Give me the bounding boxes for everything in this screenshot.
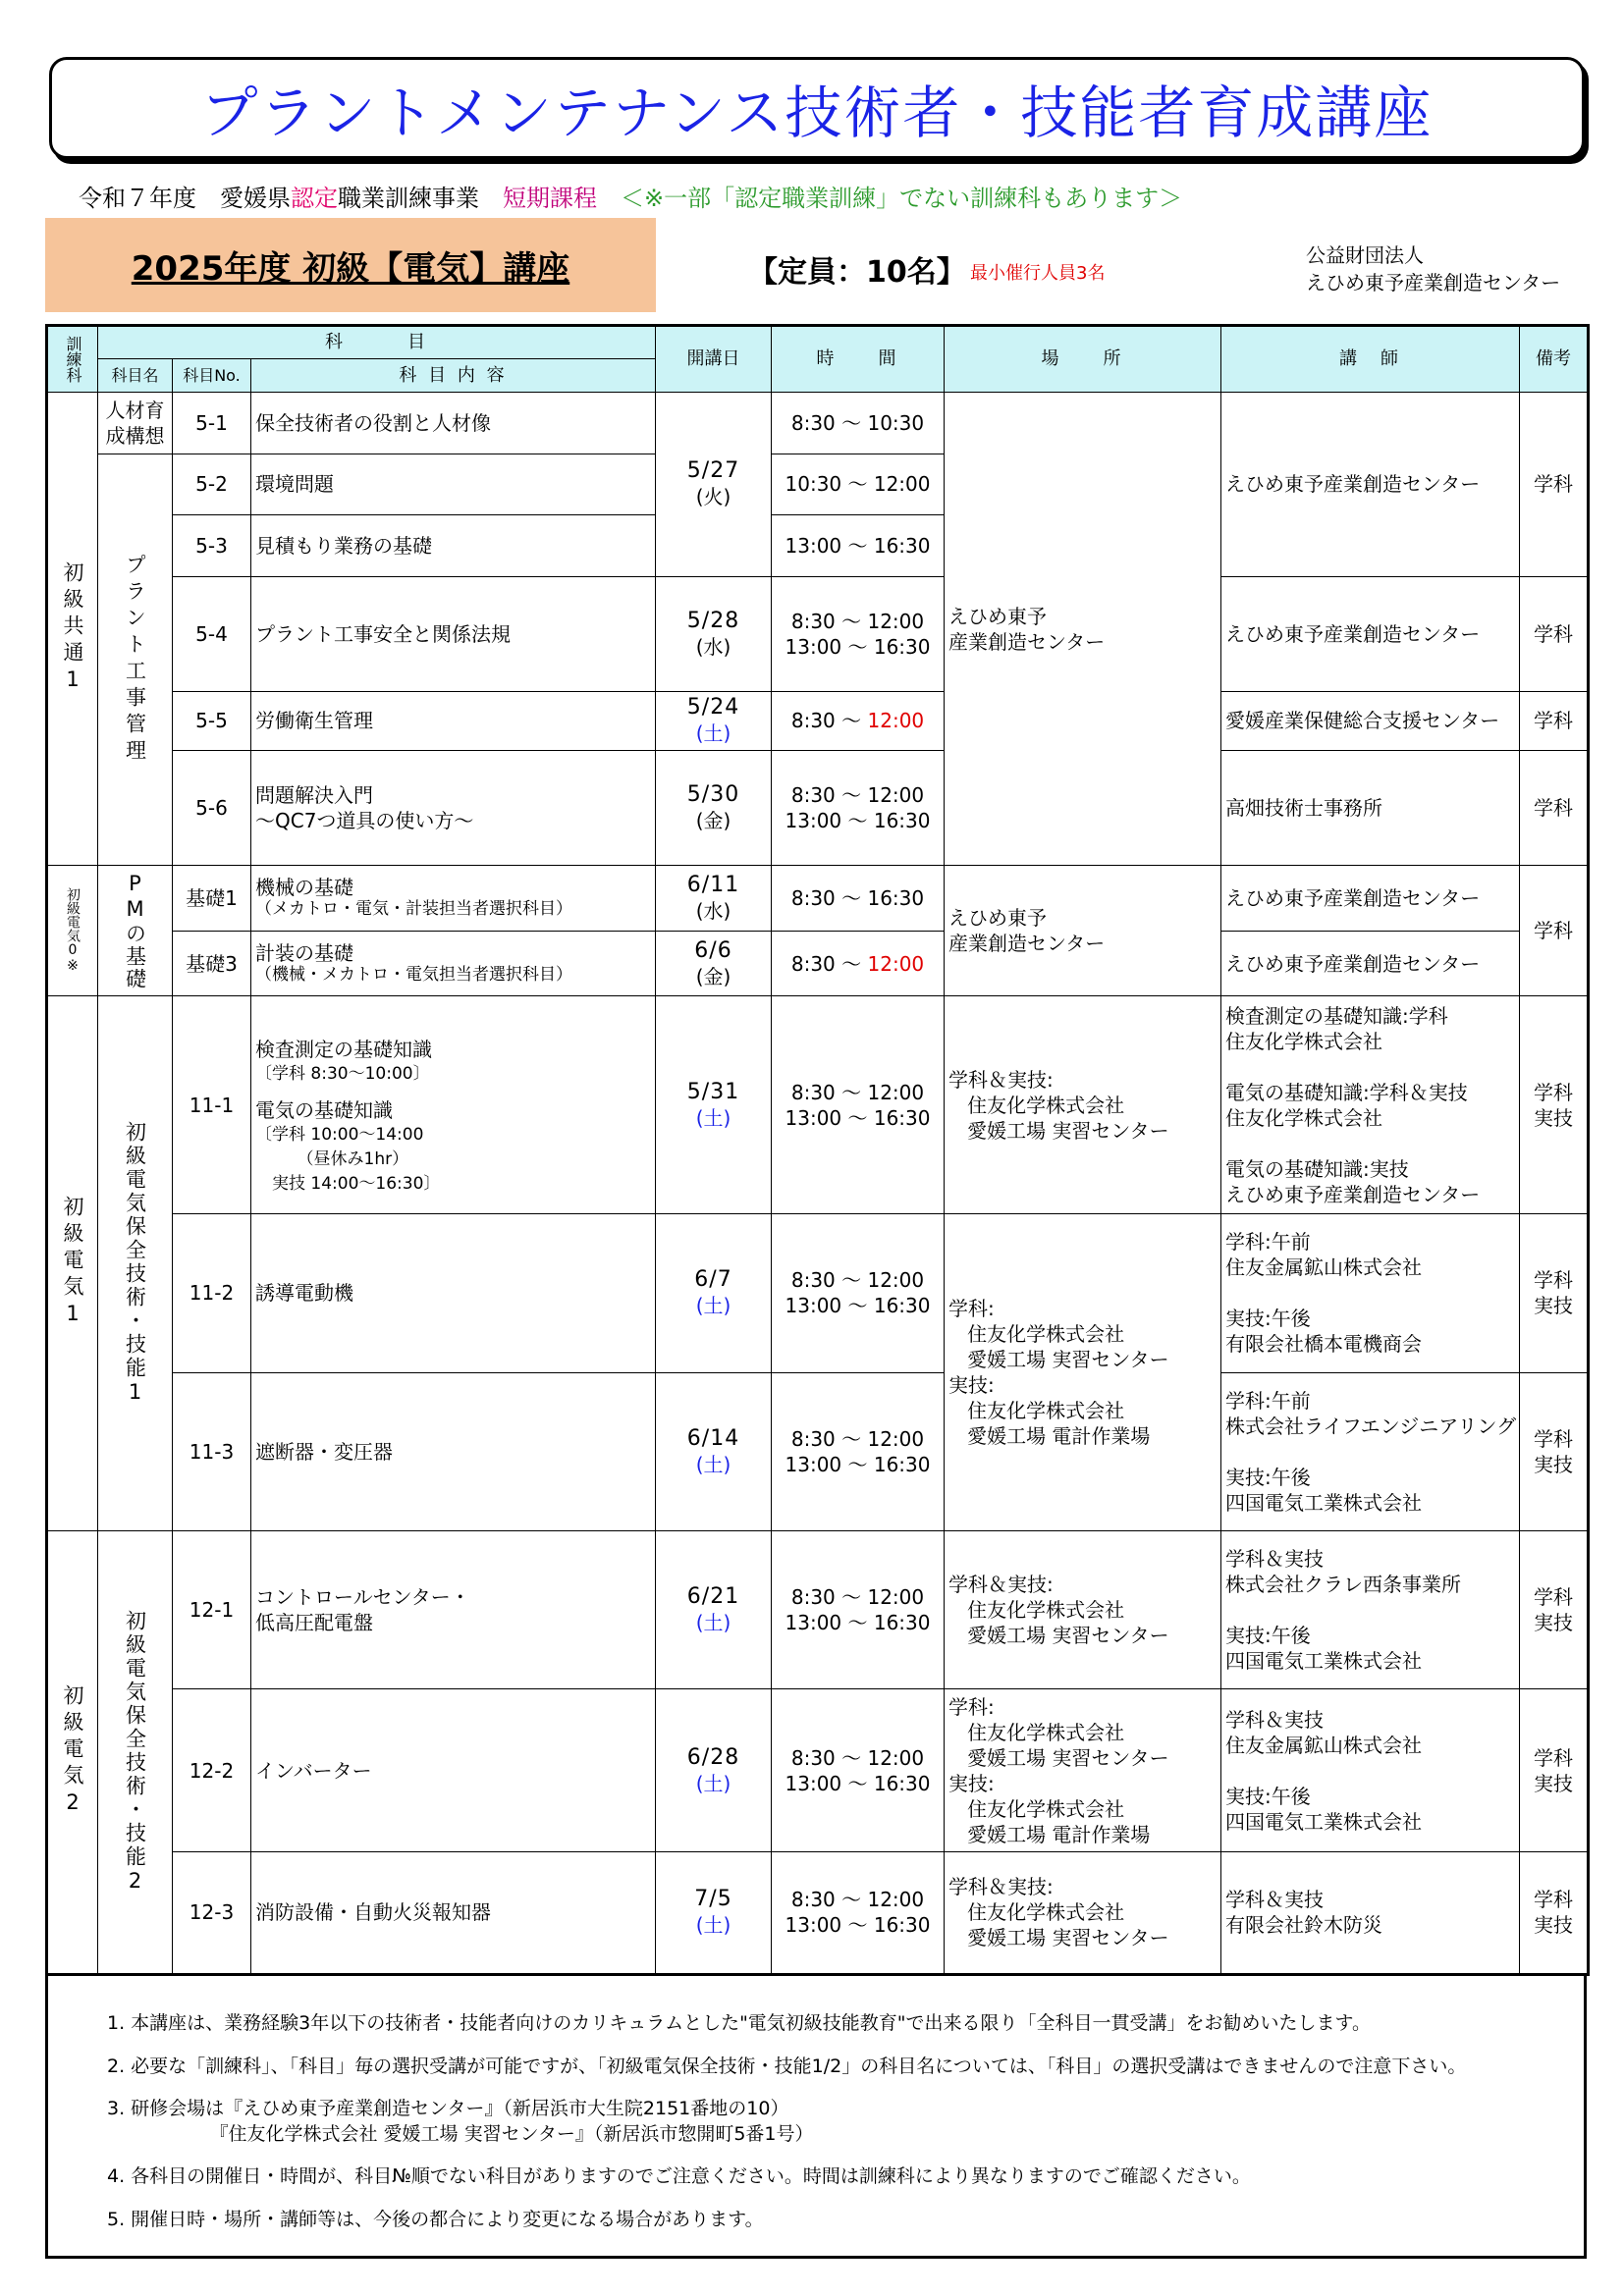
subject-name: プラント工事管理 <box>98 454 173 866</box>
subject-no: 5-6 <box>173 751 251 866</box>
date-cell: 6/7 (土) <box>656 1214 772 1372</box>
remark-cell: 学科 <box>1520 393 1589 577</box>
note-5: 5. 開催日時・場所・講師等は、今後の都合により変更になる場合があります。 <box>107 2209 764 2230</box>
organizer-line2: えひめ東予産業創造センター <box>1306 271 1561 294</box>
subject-content: 計装の基礎 （機械・メカトロ・電気担当者選択科目） <box>251 931 656 996</box>
date-cell: 5/24 (土) <box>656 691 772 751</box>
title-banner <box>49 57 1585 159</box>
place-cell: 学科: 住友化学株式会社 愛媛工場 実習センター 実技: 住友化学株式会社 愛媛工場 電計作業場 <box>945 1689 1221 1851</box>
header-basho: 場 所 <box>945 326 1221 393</box>
subject-name: 初級電気保全技術・技能2 <box>98 1531 173 1975</box>
instructor-cell: えひめ東予産業創造センター <box>1221 393 1520 577</box>
place-cell: えひめ東予 産業創造センター <box>945 393 1221 866</box>
remark-cell: 学科 実技 <box>1520 1531 1589 1689</box>
subject-no: 11-2 <box>173 1214 251 1372</box>
capacity-label: 【定員：10名】 <box>748 255 966 290</box>
subject-content: インバーター <box>251 1689 656 1851</box>
place-cell: 学科＆実技: 住友化学株式会社 愛媛工場 実習センター <box>945 1851 1221 1974</box>
header-kamoku: 科 目 <box>98 326 656 359</box>
date-cell: 6/21 (土) <box>656 1531 772 1689</box>
date-cell: 5/27 (火) <box>656 393 772 577</box>
subject-no: 11-1 <box>173 996 251 1214</box>
instructor-cell: えひめ東予産業創造センター <box>1221 931 1520 996</box>
header-kamokumei: 科目名 <box>98 359 173 393</box>
subject-content: プラント工事安全と関係法規 <box>251 576 656 691</box>
subject-content: 消防設備・自動火災報知器 <box>251 1851 656 1974</box>
place-cell: 学科＆実技: 住友化学株式会社 愛媛工場 実習センター <box>945 996 1221 1214</box>
instructor-cell: 高畑技術士事務所 <box>1221 751 1520 866</box>
date-cell: 5/28 (水) <box>656 576 772 691</box>
table-row <box>47 691 1589 751</box>
date-cell: 6/14 (土) <box>656 1372 772 1530</box>
table-row <box>47 996 1589 1214</box>
organizer <box>1306 241 1560 296</box>
instructor-cell: 学科＆実技 有限会社鈴木防災 <box>1221 1851 1520 1974</box>
subject-content: 機械の基礎 （メカトロ・電気・計装担当者選択科目） <box>251 866 656 932</box>
header-koushi: 講 師 <box>1221 326 1520 393</box>
remark-cell: 学科 実技 <box>1520 996 1589 1214</box>
remark-cell: 学科 実技 <box>1520 1372 1589 1530</box>
subline-jigyou: 職業訓練事業 <box>338 185 503 212</box>
remark-cell: 学科 実技 <box>1520 1689 1589 1851</box>
subject-no: 5-2 <box>173 454 251 515</box>
time-cell: 8:30 〜 12:00 13:00 〜 16:30 <box>772 1689 945 1851</box>
notes-section <box>45 1976 1587 2259</box>
subject-no: 5-3 <box>173 515 251 577</box>
course-title: 2025年度 初級【電気】講座 <box>131 248 570 289</box>
time-cell: 8:30 〜 16:30 <box>772 866 945 932</box>
course-title-box <box>45 218 656 312</box>
time-cell: 8:30 〜 12:00 13:00 〜 16:30 <box>772 576 945 691</box>
place-cell: 学科＆実技: 住友化学株式会社 愛媛工場 実習センター <box>945 1531 1221 1689</box>
time-cell: 8:30 〜 12:00 <box>772 931 945 996</box>
subject-content: 誘導電動機 <box>251 1214 656 1372</box>
subject-no: 12-2 <box>173 1689 251 1851</box>
instructor-cell: 学科:午前 住友金属鉱山株式会社 実技:午後 有限会社橋本電機商会 <box>1221 1214 1520 1372</box>
date-cell: 6/28 (土) <box>656 1689 772 1851</box>
subject-no: 5-4 <box>173 576 251 691</box>
header-kamokuno: 科目No. <box>173 359 251 393</box>
header-bikou: 備考 <box>1520 326 1589 393</box>
time-cell: 8:30 〜 12:00 13:00 〜 16:30 <box>772 751 945 866</box>
instructor-cell: 検査測定の基礎知識:学科 住友化学株式会社 電気の基礎知識:学科＆実技 住友化学株式会社 電気の基礎知識:実技 えひめ東予産業創造センター <box>1221 996 1520 1214</box>
table-row <box>47 1689 1589 1851</box>
organizer-line1: 公益財団法人 <box>1306 243 1424 267</box>
page-title: プラントメンテナンス技術者・技能者育成講座 <box>200 80 1434 146</box>
note-4: 4. 各科目の開催日・時間が、科目№順でない科目がありますのでご注意ください。時間は訓練科により異なりますのでご確認ください。 <box>107 2165 1251 2187</box>
min-participants-note: 最小催行人員3名 <box>970 263 1106 284</box>
header-naiyou: 科 目 内 容 <box>251 359 656 393</box>
remark-cell: 学科 <box>1520 576 1589 691</box>
table-row <box>47 1214 1589 1372</box>
time-cell: 8:30 〜 10:30 <box>772 393 945 454</box>
table-row <box>47 1531 1589 1689</box>
subject-content: 保全技術者の役割と人材像 <box>251 393 656 454</box>
time-cell: 8:30 〜 12:00 13:00 〜 16:30 <box>772 1214 945 1372</box>
subject-content: 環境問題 <box>251 454 656 515</box>
table-row <box>47 1851 1589 1974</box>
time-cell: 8:30 〜 12:00 13:00 〜 16:30 <box>772 1531 945 1689</box>
table-row <box>47 751 1589 866</box>
remark-cell: 学科 <box>1520 691 1589 751</box>
group-label: 初級電気0※ <box>47 866 98 996</box>
subline-year: 令和７年度 愛媛県 <box>79 185 291 212</box>
note-1: 1. 本講座は、業務経験3年以下の技術者・技能者向けのカリキュラムとした"電気初級技能教育"で出来る限り「全科目一貫受講」をお勧めいたします。 <box>107 2012 1372 2034</box>
group-label: 初級電気1 <box>47 996 98 1531</box>
header-jikan: 時 間 <box>772 326 945 393</box>
place-cell: えひめ東予 産業創造センター <box>945 866 1221 996</box>
date-cell: 5/31 (土) <box>656 996 772 1214</box>
subject-no: 基礎3 <box>173 931 251 996</box>
subject-name: 初級電気保全技術・技能1 <box>98 996 173 1531</box>
subject-content: 見積もり業務の基礎 <box>251 515 656 577</box>
time-cell: 13:00 〜 16:30 <box>772 515 945 577</box>
date-cell: 6/6 (金) <box>656 931 772 996</box>
table-row <box>47 576 1589 691</box>
subject-name: PMの基礎 <box>98 866 173 996</box>
instructor-cell: 学科＆実技 株式会社クラレ西条事業所 実技:午後 四国電気工業株式会社 <box>1221 1531 1520 1689</box>
instructor-cell: えひめ東予産業創造センター <box>1221 866 1520 932</box>
group-label: 初級共通1 <box>47 393 98 866</box>
table-row <box>47 1372 1589 1530</box>
note-3: 3. 研修会場は『えひめ東予産業創造センター』（新居浜市大生院2151番地の10） 『住友化学株式会社 愛媛工場 実習センター』（新居浜市惣開町5番1号） <box>107 2098 814 2145</box>
subject-content: コントロールセンター・ 低高圧配電盤 <box>251 1531 656 1689</box>
table-row <box>47 393 1589 454</box>
time-cell: 8:30 〜 12:00 13:00 〜 16:30 <box>772 1372 945 1530</box>
subline-note: ＜※一部「認定職業訓練」でない訓練科もあります＞ <box>597 185 1183 212</box>
subject-content: 検査測定の基礎知識 〔学科 8:30〜10:00〕 電気の基礎知識 〔学科 10:00〜14:00 （昼休み1hr） 実技 14:00〜16:30〕 <box>251 996 656 1214</box>
time-cell: 8:30 〜 12:00 <box>772 691 945 751</box>
schedule-table <box>45 324 1590 1976</box>
header-kunrenka: 訓練科 <box>47 326 98 393</box>
instructor-cell: えひめ東予産業創造センター <box>1221 576 1520 691</box>
subject-no: 5-5 <box>173 691 251 751</box>
remark-cell: 学科 <box>1520 751 1589 866</box>
instructor-cell: 学科＆実技 住友金属鉱山株式会社 実技:午後 四国電気工業株式会社 <box>1221 1689 1520 1851</box>
remark-cell: 学科 <box>1520 866 1589 996</box>
instructor-cell: 愛媛産業保健総合支援センター <box>1221 691 1520 751</box>
subject-no: 11-3 <box>173 1372 251 1530</box>
subline-nintei: 認定 <box>291 185 338 212</box>
note-2: 2. 必要な「訓練科」、「科目」毎の選択受講が可能ですが、「初級電気保全技術・技能1/2」の科目名については、「科目」の選択受講はできませんので注意下さい。 <box>107 2056 1467 2077</box>
subject-content: 問題解決入門 〜QC7つ道具の使い方〜 <box>251 751 656 866</box>
subject-no: 12-3 <box>173 1851 251 1974</box>
date-cell: 5/30 (金) <box>656 751 772 866</box>
time-cell: 10:30 〜 12:00 <box>772 454 945 515</box>
remark-cell: 学科 実技 <box>1520 1214 1589 1372</box>
subject-no: 12-1 <box>173 1531 251 1689</box>
subtitle-line <box>79 179 1182 213</box>
subject-name: 人材育成構想 <box>98 393 173 454</box>
subject-no: 5-1 <box>173 393 251 454</box>
time-cell: 8:30 〜 12:00 13:00 〜 16:30 <box>772 1851 945 1974</box>
date-cell: 7/5 (土) <box>656 1851 772 1974</box>
subject-content: 労働衛生管理 <box>251 691 656 751</box>
date-cell: 6/11 (水) <box>656 866 772 932</box>
subline-tanki: 短期課程 <box>503 185 597 212</box>
table-row <box>47 931 1589 996</box>
remark-cell: 学科 実技 <box>1520 1851 1589 1974</box>
subject-content: 遮断器・変圧器 <box>251 1372 656 1530</box>
group-label: 初級電気2 <box>47 1531 98 1975</box>
place-cell: 学科: 住友化学株式会社 愛媛工場 実習センター 実技: 住友化学株式会社 愛媛工場 電計作業場 <box>945 1214 1221 1531</box>
time-cell: 8:30 〜 12:00 13:00 〜 16:30 <box>772 996 945 1214</box>
header-kaikoubi: 開講日 <box>656 326 772 393</box>
instructor-cell: 学科:午前 株式会社ライフエンジニアリング 実技:午後 四国電気工業株式会社 <box>1221 1372 1520 1530</box>
subject-no: 基礎1 <box>173 866 251 932</box>
table-row <box>47 866 1589 932</box>
